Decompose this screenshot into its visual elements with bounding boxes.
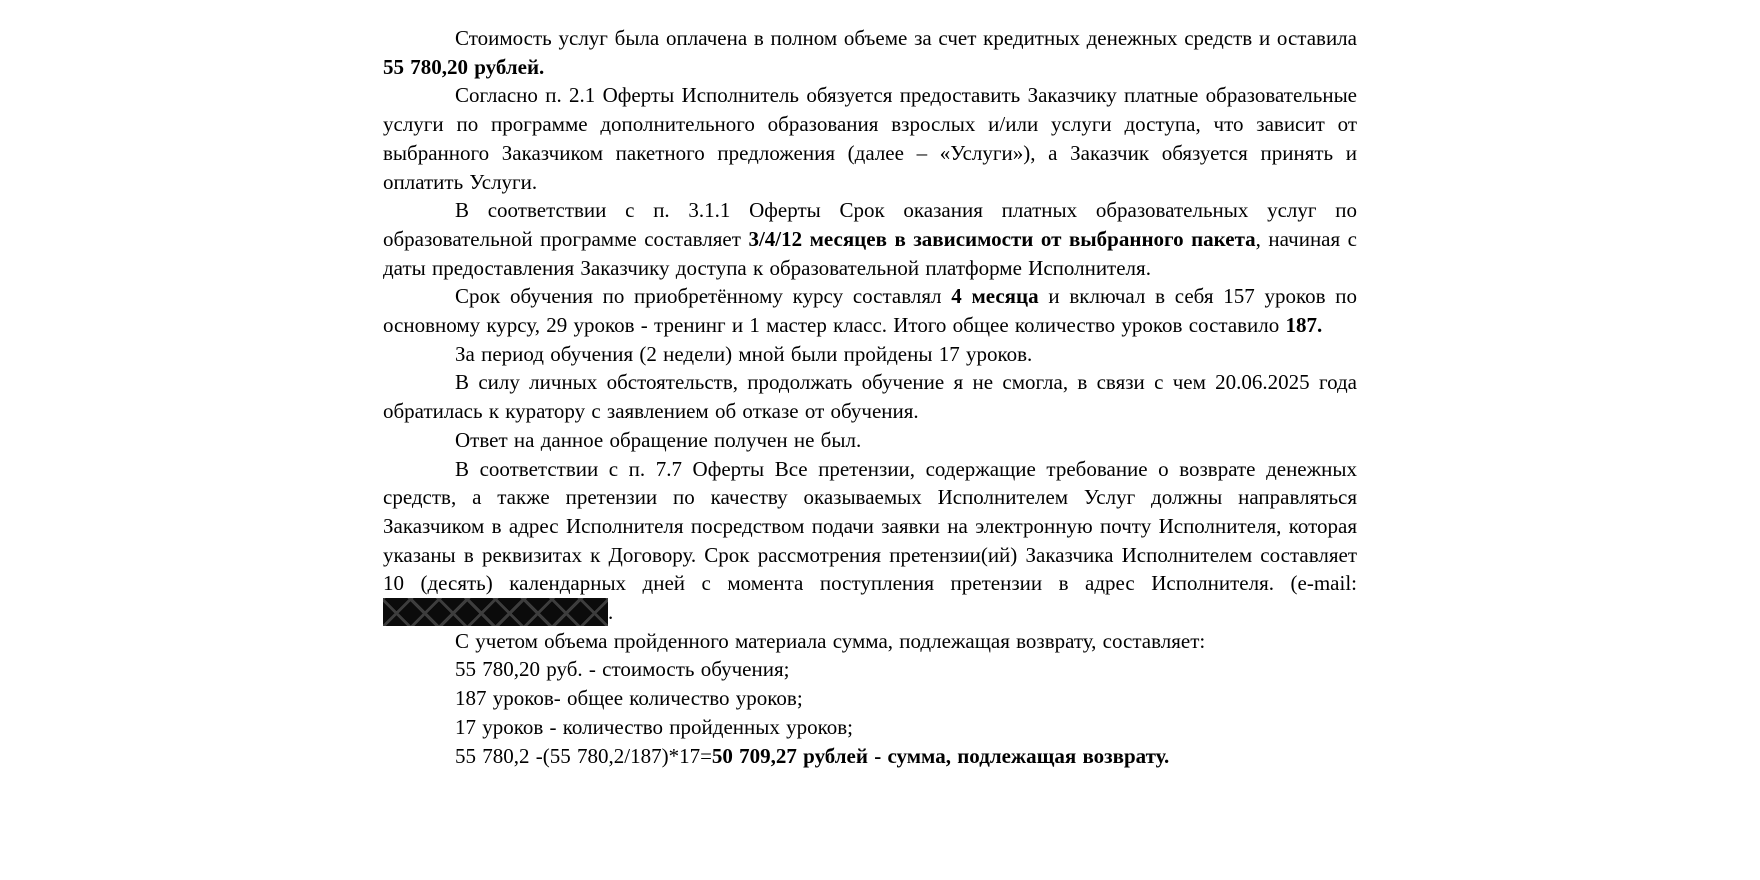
text-segment: 187 уроков- общее количество уроков; — [455, 686, 803, 711]
line-refund-formula — [383, 742, 1357, 771]
text-segment: В силу личных обстоятельств, продолжать обучение я не смогла, в связи с чем 20.06.2025 года обратилась к куратору с заявлением об отказе от обучения. — [383, 370, 1357, 424]
paragraph-refusal — [383, 368, 1357, 425]
text-column — [383, 24, 1357, 770]
paragraph-course-duration — [383, 282, 1357, 339]
text-segment-bold: 187. — [1285, 313, 1323, 338]
text-segment: и включал в себя 157 уроков по основному курсу, 29 уроков - тренинг и 1 мастер класс. Итого общее количество уроков составило — [383, 284, 1357, 338]
paragraph-no-answer — [383, 426, 1357, 455]
line-training-cost — [383, 655, 1357, 684]
text-segment: Стоимость услуг была оплачена в полном объеме за счет кредитных денежных средств и оставила — [455, 26, 1357, 50]
text-segment: Срок обучения по приобретённому курсу составлял — [455, 284, 952, 309]
text-segment: За период обучения (2 недели) мной были пройдены 17 уроков. — [455, 341, 1033, 366]
paragraph-lessons-completed — [383, 340, 1357, 369]
text-segment: В соответствии с п. 7.7 Оферты Все претензии, содержащие требование о возврате денежных средств, а также претензии по качеству оказываемых Исполнителем Услуг должны направляться Заказчиком в адрес Исполнителя посредством подачи заявки на электронную почту Исполнителя, которая указаны в реквизитах к Договору. Срок рассмотрения претензии(ий) Заказчика Исполнителем составляет 10 (десять) календарных дней с момента поступления претензии в адрес Исполнителя. (e-mail: — [383, 456, 1357, 596]
text-segment-bold: 55 780,20 рублей. — [383, 54, 545, 79]
paragraph-offer-7-7 — [383, 455, 1357, 627]
text-segment: Согласно п. 2.1 Оферты Исполнитель обязуется предоставить Заказчику платные образовательные услуги по программе дополнительного образования взрослых и/или услуги доступа, что зависит от выбранного Заказчиком пакетного предложения (далее – «Услуги»), а Заказчик обязуется принять и оплатить Услуги. — [383, 83, 1357, 194]
text-segment: С учетом объема пройденного материала сумма, подлежащая возврату, составляет: — [455, 628, 1206, 653]
text-segment: В соответствии с п. 3.1.1 Оферты Срок оказания платных образовательных услуг по образовательной программе составляет — [383, 198, 1357, 251]
text-segment: 55 780,2 -(55 780,2/187)*17= — [455, 743, 712, 768]
paragraph-offer-2-1 — [383, 81, 1357, 196]
redacted-email — [383, 598, 608, 626]
text-segment: 17 уроков - количество пройденных уроков; — [455, 714, 854, 739]
paragraph-refund-intro — [383, 627, 1357, 656]
text-segment-bold: 4 месяца — [951, 284, 1039, 309]
text-segment-bold: 50 709,27 рублей - сумма, подлежащая возврату. — [711, 743, 1170, 768]
text-segment: 55 780,20 руб. - стоимость обучения; — [455, 657, 790, 682]
line-total-lessons — [383, 684, 1357, 713]
line-passed-lessons — [383, 713, 1357, 742]
text-segment: , начиная с даты предоставления Заказчику доступа к образовательной платформе Исполнителя. — [383, 226, 1357, 280]
paragraph-payment-cost — [383, 24, 1357, 81]
text-segment: Ответ на данное обращение получен не был. — [455, 427, 862, 452]
paragraph-offer-3-1-1 — [383, 196, 1357, 282]
text-segment-bold: 3/4/12 месяцев в зависимости от выбранного пакета — [748, 226, 1256, 251]
text-segment: . — [608, 600, 614, 625]
